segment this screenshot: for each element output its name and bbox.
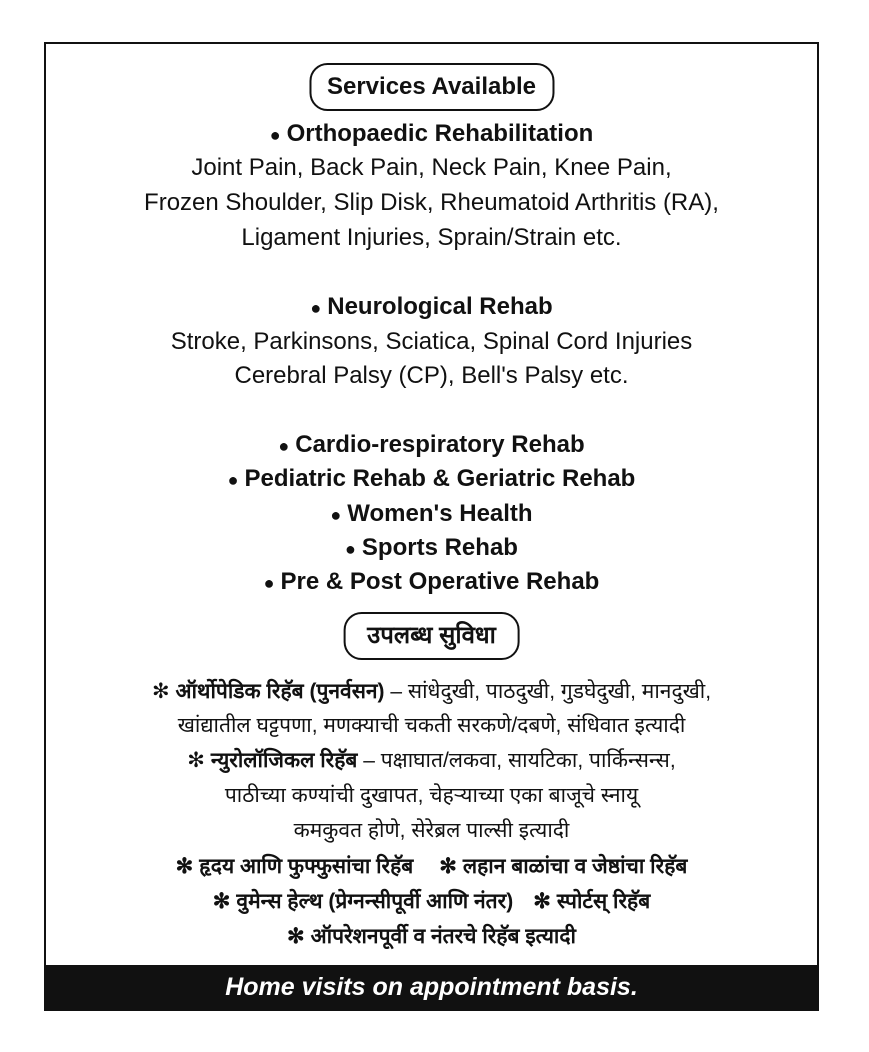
neuro-line-1: Stroke, Parkinsons, Sciatica, Spinal Cord Injuries [170, 328, 693, 355]
ortho-title-line [46, 120, 817, 148]
asterisk-icon: ✻ [533, 890, 551, 913]
mr-ortho-title: ऑर्थोपेडिक रिहॅब (पुनर्वसन) [175, 680, 385, 703]
ortho-line-1: Joint Pain, Back Pain, Neck Pain, Knee Pain, [191, 154, 672, 181]
service-label: Women's Health [347, 500, 533, 527]
mr-pediatric: लहान बाळांचा व जेष्ठांचा रिहॅब [462, 855, 688, 878]
mr-neuro-line-1 [46, 746, 817, 774]
mr-cardio-pediatric-line [46, 852, 817, 880]
service-label: Sports Rehab [361, 534, 518, 561]
mr-preop: ऑपरेशनपूर्वी व नंतरचे रिहॅब इत्यादी [310, 925, 576, 948]
mr-cardio: हृदय आणि फुफ्फुसांचा रिहॅब [199, 855, 414, 878]
service-label: Pre & Post Operative Rehab [280, 568, 600, 595]
service-womens-health [46, 500, 817, 528]
bullet-icon: ● [278, 436, 290, 456]
mr-neuro-rest: – पक्षाघात/लकवा, सायटिका, पार्किन्सन्स, [357, 749, 676, 772]
asterisk-icon: ✻ [212, 890, 231, 913]
service-sports [46, 534, 817, 562]
mr-ortho-line-2: खांद्यातील घट्टपणा, मणक्याची चकती सरकणे/दबणे, संधिवात इत्यादी [177, 714, 686, 737]
service-label: Cardio-respiratory Rehab [295, 431, 585, 458]
mr-ortho-rest: – सांधेदुखी, पाठदुखी, गुडघेदुखी, मानदुखी, [384, 680, 712, 703]
asterisk-icon: ✻ [175, 855, 194, 878]
asterisk-icon: ✻ [287, 925, 305, 948]
bullet-icon: ● [263, 573, 275, 593]
ortho-title: Orthopaedic Rehabilitation [286, 120, 594, 147]
asterisk-icon: ✻ [187, 749, 205, 772]
service-cardio [46, 431, 817, 459]
services-panel [44, 42, 819, 1011]
bullet-icon: ● [345, 539, 356, 559]
ortho-line-3: Ligament Injuries, Sprain/Strain etc. [241, 224, 622, 251]
neuro-line-2: Cerebral Palsy (CP), Bell's Palsy etc. [234, 362, 629, 389]
bullet-icon: ● [227, 470, 239, 490]
bullet-icon: ● [269, 125, 281, 145]
marathi-heading: उपलब्ध सुविधा [343, 612, 520, 660]
bullet-icon: ● [330, 505, 342, 525]
mr-neuro-line-3: कमकुवत होणे, सेरेब्रल पाल्सी इत्यादी [293, 819, 570, 842]
mr-neuro-line-2: पाठीच्या कण्यांची दुखापत, चेहऱ्याच्या एका बाजूचे स्नायू [224, 784, 639, 807]
mr-womens: वुमेन्स हेल्थ (प्रेग्नन्सीपूर्वी आणि नंतर) [236, 890, 514, 913]
neuro-title-line [46, 293, 817, 321]
footer-banner: Home visits on appointment basis. [46, 965, 817, 1009]
ortho-line-2: Frozen Shoulder, Slip Disk, Rheumatoid Arthritis (RA), [144, 189, 719, 216]
mr-preop-line [46, 922, 817, 950]
bullet-icon: ● [310, 298, 322, 318]
services-heading: Services Available [309, 63, 554, 111]
neuro-title: Neurological Rehab [327, 293, 553, 320]
service-label: Pediatric Rehab & Geriatric Rehab [244, 465, 636, 492]
asterisk-icon: ✻ [151, 680, 170, 703]
mr-womens-sports-line [46, 887, 817, 915]
service-pediatric [46, 465, 817, 493]
mr-sports: स्पोर्टस् रिहॅब [556, 890, 651, 913]
asterisk-icon: ✻ [439, 855, 457, 878]
mr-ortho-line-1 [46, 677, 817, 705]
service-pre-post-op [46, 568, 817, 596]
mr-neuro-title: न्युरोलॉजिकल रिहॅब [210, 749, 358, 772]
